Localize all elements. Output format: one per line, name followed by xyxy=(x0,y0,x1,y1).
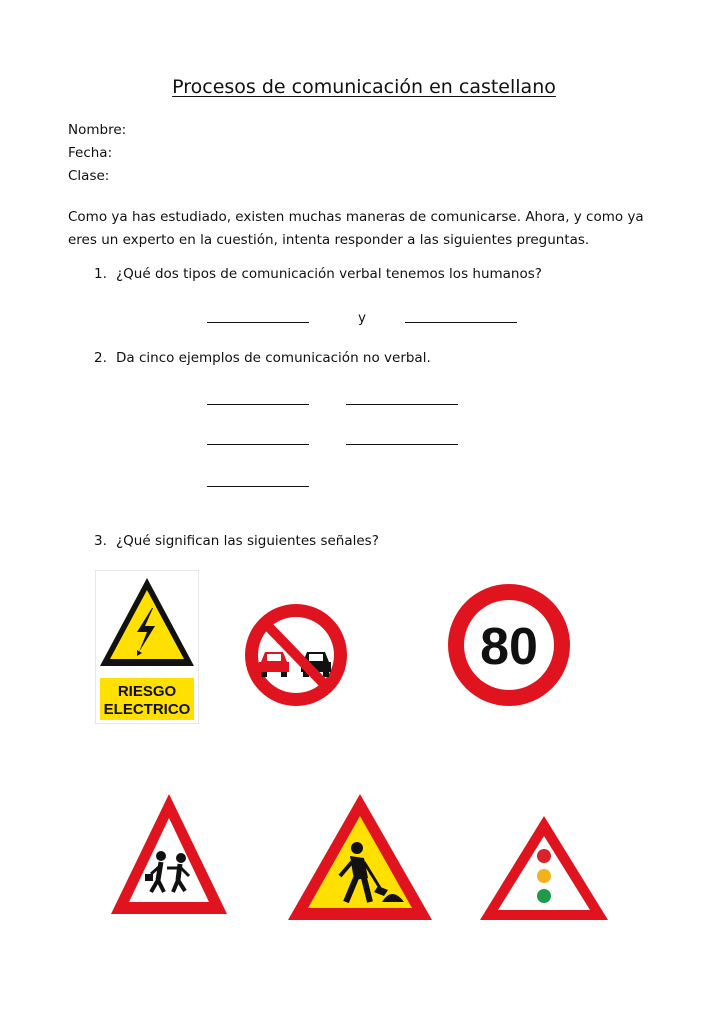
no-overtaking-sign xyxy=(243,602,349,708)
electric-risk-sign xyxy=(95,570,199,724)
speed-limit-value: 80 xyxy=(480,618,538,676)
traffic-lights-sign xyxy=(476,812,612,924)
question-text: ¿Qué significan las siguientes señales? xyxy=(116,533,379,549)
intro-paragraph xyxy=(68,206,668,252)
connector-text: y xyxy=(358,310,366,326)
answer-blank[interactable] xyxy=(207,322,309,323)
roadworks-sign xyxy=(284,790,436,926)
name-field-label: Nombre: xyxy=(68,122,127,138)
answer-blank[interactable] xyxy=(346,404,458,405)
children-crossing-sign xyxy=(107,790,231,918)
sign-text-line: RIESGO xyxy=(117,683,177,700)
sign-text-line: ELECTRICO xyxy=(103,701,191,718)
question-text: ¿Qué dos tipos de comunicación verbal tenemos los humanos? xyxy=(116,266,542,282)
answer-blank[interactable] xyxy=(207,444,309,445)
answer-blank[interactable] xyxy=(346,444,458,445)
answer-blank[interactable] xyxy=(207,486,309,487)
intro-line: Como ya has estudiado, existen muchas maneras de comunicarse. Ahora, y como ya xyxy=(68,209,644,225)
question-number: 1. xyxy=(94,266,107,282)
intro-line: eres un experto en la cuestión, intenta responder a las siguientes preguntas. xyxy=(68,232,590,248)
speed-limit-sign xyxy=(446,582,572,708)
date-field-label: Fecha: xyxy=(68,145,113,161)
traffic-light-icon xyxy=(537,849,551,903)
page-title: Procesos de comunicación en castellano xyxy=(172,76,556,98)
question-number: 2. xyxy=(94,350,107,366)
answer-blank[interactable] xyxy=(405,322,517,323)
question-text: Da cinco ejemplos de comunicación no verbal. xyxy=(116,350,431,366)
class-field-label: Clase: xyxy=(68,168,110,184)
answer-blank[interactable] xyxy=(207,404,309,405)
question-number: 3. xyxy=(94,533,107,549)
